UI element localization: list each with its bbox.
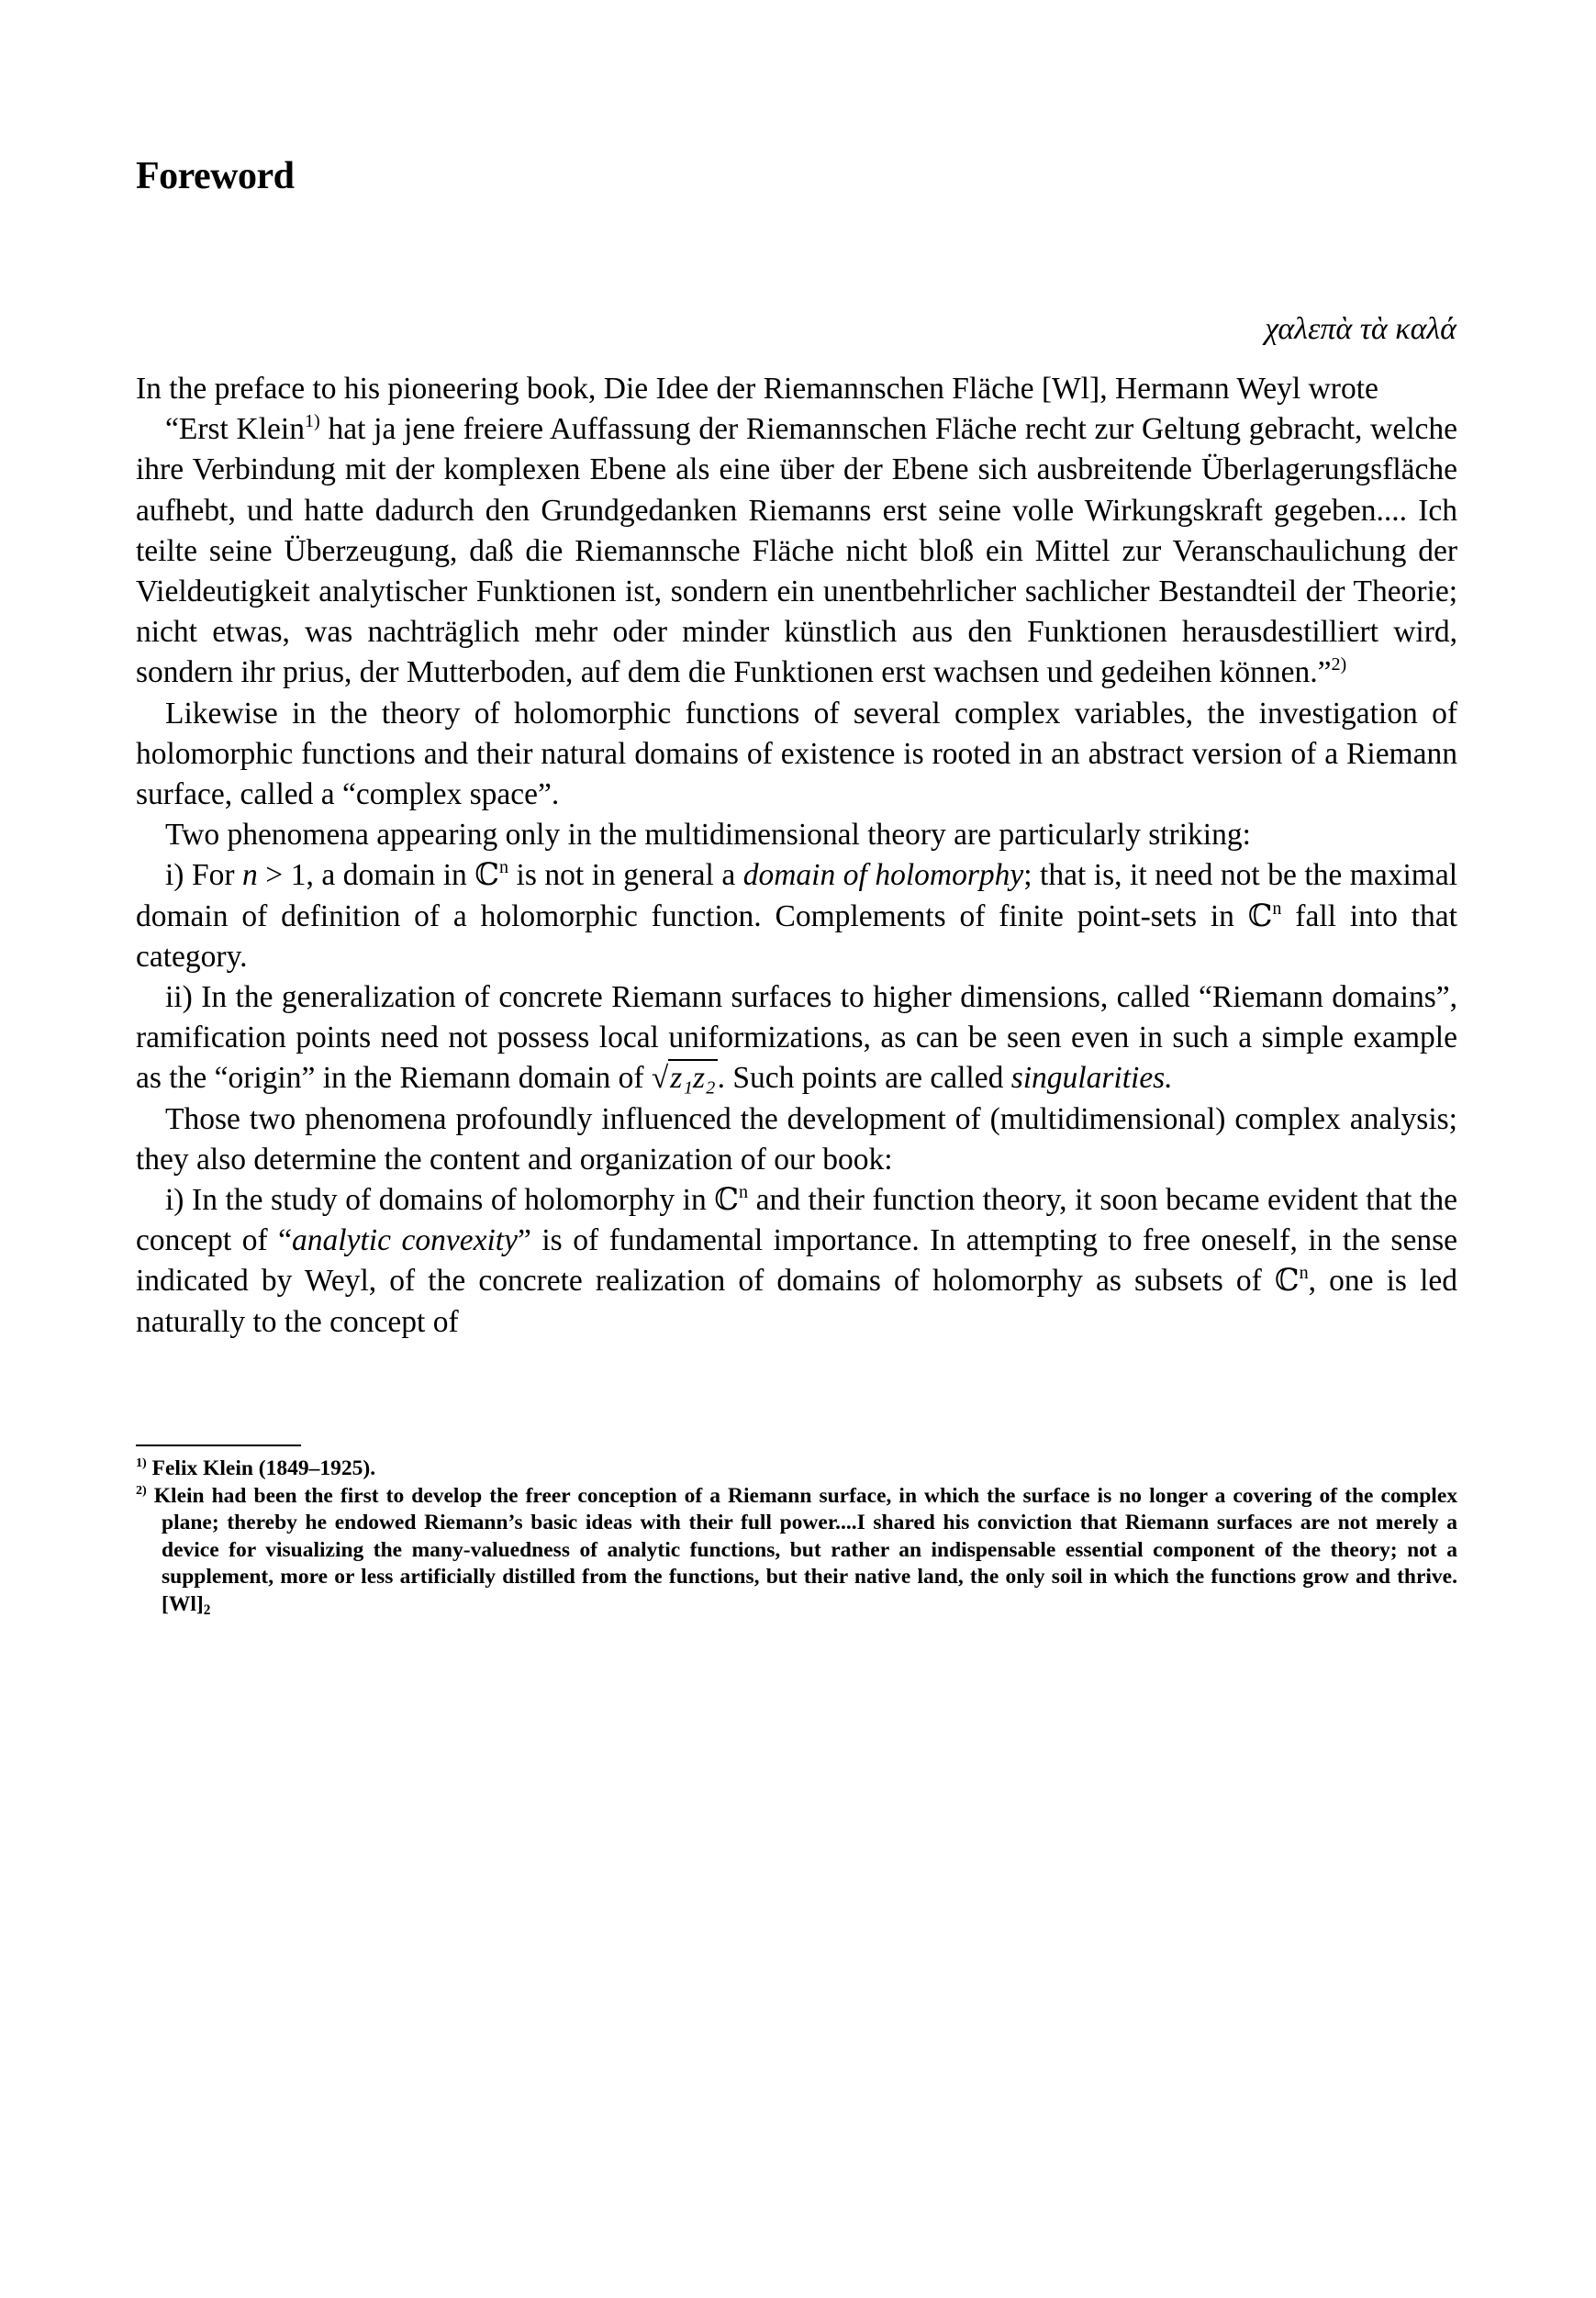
text-run: > 1, a domain in ℂ	[257, 858, 499, 893]
superscript: n	[1299, 1263, 1309, 1284]
paragraph	[136, 1180, 1457, 1343]
text-run: is not in general a	[508, 858, 743, 893]
superscript: 1)	[305, 411, 320, 432]
text-run: ” is of fundamental importance. In attempting to free oneself, in the sense indicated by Weyl, of the concrete realization of domains of holomorphy as subsets of ℂ	[136, 1223, 1457, 1299]
italic-text: analytic convexity	[292, 1223, 518, 1258]
italic-text: domain of holomorphy	[742, 858, 1024, 893]
paragraph	[136, 977, 1457, 1099]
epigraph: χαλεπὰ τὰ καλά	[1265, 312, 1456, 346]
paragraph	[136, 815, 1457, 855]
text-run: “Erst Klein	[165, 412, 305, 447]
italic-text: singularities.	[1010, 1061, 1173, 1096]
footnotes	[136, 1456, 1457, 1619]
text-run: Those two phenomena profoundly influenced the development of (multidimensional) complex analysis; they also determine the content and organization of our book:	[136, 1101, 1457, 1177]
text-run: i) For	[165, 858, 243, 893]
text-run: In the preface to his pioneering book, Die Idee der Riemannschen Fläche [Wl], Hermann Weyl wrote	[136, 372, 1378, 406]
superscript: n	[738, 1182, 749, 1202]
superscript: 2)	[1331, 654, 1347, 675]
italic-text: n	[242, 858, 258, 893]
text-run: , one is led naturally to the concept of	[136, 1264, 1458, 1339]
paragraph	[136, 1099, 1457, 1180]
footnote	[136, 1483, 1457, 1619]
paragraph	[136, 409, 1457, 693]
text-run: Likewise in the theory of holomorphic functions of several complex variables, the investigation of holomorphic functions and their natural domains of existence is rooted in an abstract version of a Riemann surface, called a “complex space”.	[136, 696, 1457, 812]
text-run: ii) In the generalization of concrete Riemann surfaces to higher dimensions, called “Riemann domains”, ramification points need not possess local uniformizations, as can be seen even in such a simple example as the “origin” in the Riemann domain of √	[136, 980, 1457, 1096]
superscript: n	[498, 857, 508, 878]
text-run: and their function theory, it soon became evident that the concept of “	[136, 1183, 1457, 1258]
subscript: 2	[203, 1601, 211, 1618]
footnote	[136, 1456, 1457, 1483]
superscript: n	[1272, 898, 1282, 919]
superscript: 2)	[136, 1482, 147, 1498]
footnote-divider	[136, 1445, 301, 1446]
paragraph	[136, 369, 1457, 409]
paragraph	[136, 694, 1457, 816]
radicand: z₁z₂	[670, 1061, 716, 1096]
body-text	[136, 369, 1457, 1343]
paragraph	[136, 855, 1457, 977]
text-run: Felix Klein (1849–1925).	[146, 1456, 376, 1480]
text-run: ; that is, it need not be the maximal domain of definition of a holomorphic function. Complements of finite point-sets in ℂ	[136, 858, 1458, 933]
text-run: Klein had been the first to develop the freer conception of a Riemann surface, in which the surface is no longer a covering of the complex plane; thereby he endowed Riemann’s basic ideas with their full power....I shared his conviction that Riemann surfaces are not merely a device for visualizing the many-valuedness of analytic functions, but rather an indispensable essential component of the theory; not a supplement, more or less artificially distilled from the functions, but their native land, the only soil in which the functions grow and thrive. [Wl]	[146, 1483, 1457, 1616]
text-run: hat ja jene freiere Auffassung der Riemannschen Fläche recht zur Geltung gebracht, welche ihre Verbindung mit der komplexen Ebene als eine über der Ebene sich ausbreitende Überlagerungsfläche aufhebt, und hatte dadurch den Grundgedanken Riemanns erst seine volle Wirkungskraft gegeben.... Ich teilte seine Überzeugung, daß die Riemannsche Fläche nicht bloß ein Mittel zur Veranschaulichung der Vieldeutigkeit analytischer Funktionen ist, sondern ein unentbehrlicher sachlicher Bestandteil der Theorie; nicht etwas, was nachträglich mehr oder minder künstlich aus den Funktionen herausdestilliert wird, sondern ihr prius, der Mutterboden, auf dem die Funktionen erst wachsen und gedeihen können.”	[136, 412, 1457, 690]
text-run: fall into that category.	[136, 898, 1457, 974]
page-title: Foreword	[136, 155, 295, 198]
text-run: . Such points are called	[717, 1061, 1011, 1096]
superscript: 1)	[136, 1455, 147, 1470]
text-run: i) In the study of domains of holomorphy in ℂ	[165, 1183, 739, 1218]
text-run: Two phenomena appearing only in the multidimensional theory are particularly striking:	[165, 818, 1251, 853]
